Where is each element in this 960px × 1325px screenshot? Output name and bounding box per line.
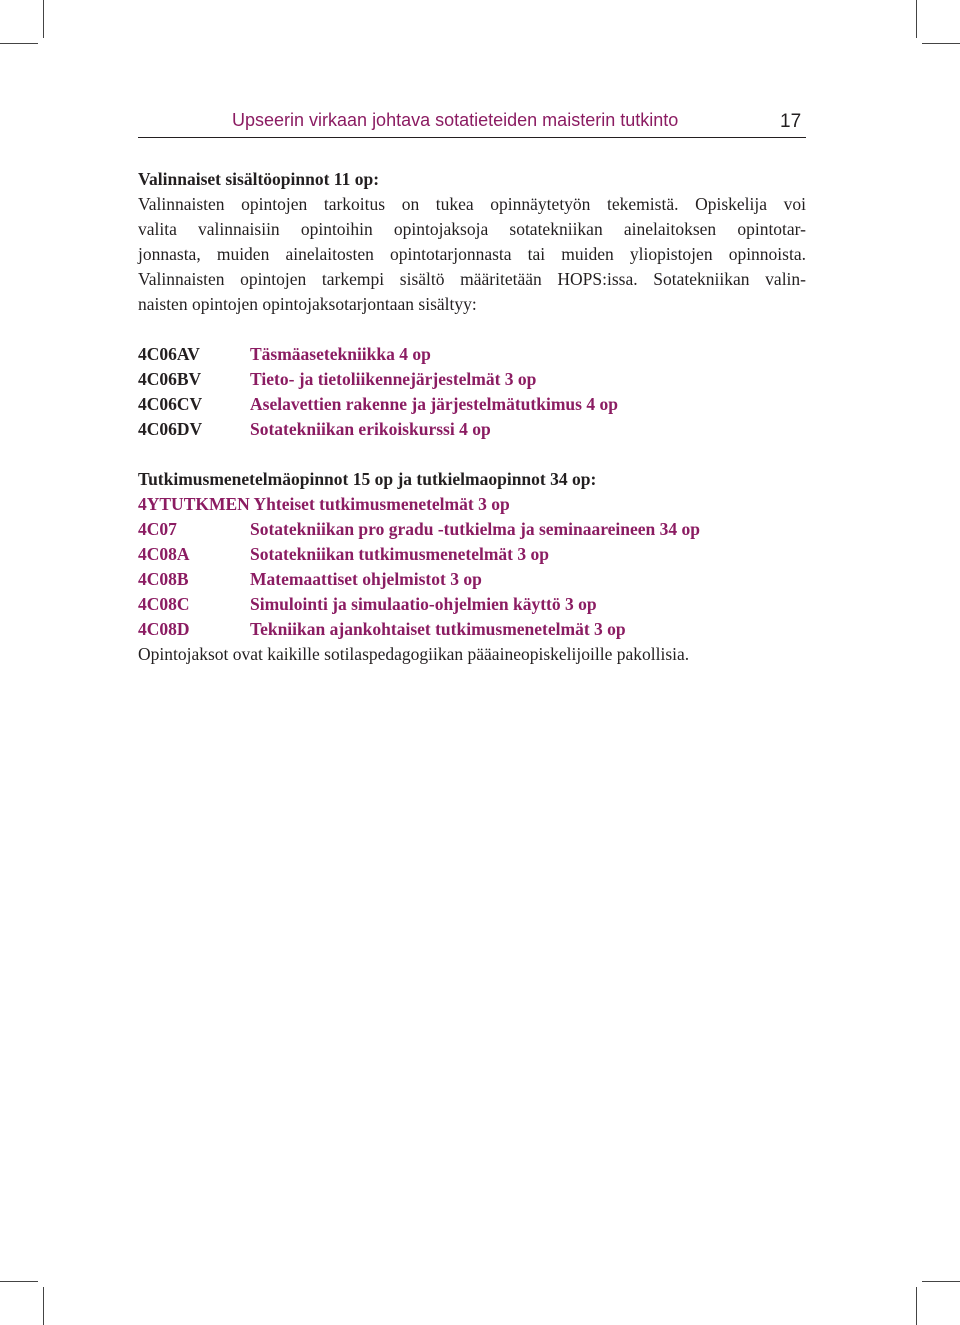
course-name: Sotatekniikan tutkimusmenetelmät 3 op	[250, 544, 549, 564]
header-rule	[138, 137, 806, 138]
crop-mark	[0, 1281, 38, 1282]
course-name: Täsmäasetekniikka 4 op	[250, 344, 431, 364]
crop-mark	[916, 0, 917, 38]
crop-mark	[43, 1287, 44, 1325]
course-name: Tieto- ja tietoliikennejärjestelmät 3 op	[250, 369, 537, 389]
crop-mark	[0, 43, 38, 44]
crop-mark	[922, 1281, 960, 1282]
course-code: 4C06BV	[138, 369, 202, 389]
spacer	[138, 442, 806, 467]
course-name: Matemaattiset ohjelmistot 3 op	[250, 569, 482, 589]
course-code: 4C06AV	[138, 344, 200, 364]
course-code: 4C08A	[138, 544, 190, 564]
course-code: 4C06CV	[138, 394, 203, 414]
course-row	[138, 567, 806, 592]
course-row	[138, 542, 806, 567]
course-name: Sotatekniikan erikoiskurssi 4 op	[250, 419, 491, 439]
page-number: 17	[780, 111, 802, 132]
crop-mark	[43, 0, 44, 38]
course-name: Sotatekniikan pro gradu -tutkielma ja seminaareineen 34 op	[250, 519, 701, 539]
section-heading: Valinnaiset sisältöopinnot 11 op:	[138, 169, 380, 189]
section-heading: Tutkimusmenetelmäopinnot 15 op ja tutkielmaopinnot 34 op:	[138, 469, 597, 489]
running-title: Upseerin virkaan johtava sotatieteiden maisterin tutkinto	[232, 110, 679, 130]
course-row	[138, 517, 806, 542]
course-row	[138, 617, 806, 642]
course-code: 4C06DV	[138, 419, 203, 439]
paragraph-line: valita valinnaisiin opintoihin opintojaksoja sotatekniikan ainelaitoksen opintotar-	[138, 219, 806, 239]
closing-note: Opintojaksot ovat kaikille sotilaspedagogiikan pääaineopiskelijoille pakollisia.	[138, 644, 690, 664]
course-line: 4YTUTKMEN Yhteiset tutkimusmenetelmät 3 op	[138, 494, 510, 514]
paragraph-line: naisten opintojen opintojaksotarjontaan sisältyy:	[138, 294, 477, 314]
crop-mark	[916, 1287, 917, 1325]
course-name: Tekniikan ajankohtaiset tutkimusmenetelmät 3 op	[250, 619, 626, 639]
course-row	[138, 592, 806, 617]
course-row	[138, 367, 806, 392]
paragraph-line: Valinnaisten opintojen tarkoitus on tukea opinnäytetyön tekemistä. Opiskelija voi	[138, 194, 806, 214]
paragraph-line: Valinnaisten opintojen tarkempi sisältö määritetään HOPS:issa. Sotatekniikan valin-	[138, 269, 806, 289]
course-code: 4C08D	[138, 619, 190, 639]
course-code: 4C07	[138, 519, 177, 539]
course-row	[138, 342, 806, 367]
course-row	[138, 417, 806, 442]
course-name: Simulointi ja simulaatio-ohjelmien käyttö 3 op	[250, 594, 597, 614]
course-row	[138, 392, 806, 417]
course-code: 4C08B	[138, 569, 189, 589]
page-body	[138, 167, 806, 667]
crop-mark	[922, 43, 960, 44]
paragraph-line: jonnasta, muiden ainelaitosten opintotarjonnasta tai muiden yliopistojen opinnoista.	[138, 244, 806, 264]
course-code: 4C08C	[138, 594, 190, 614]
course-name: Aselavettien rakenne ja järjestelmätutkimus 4 op	[250, 394, 618, 414]
spacer	[138, 317, 806, 342]
